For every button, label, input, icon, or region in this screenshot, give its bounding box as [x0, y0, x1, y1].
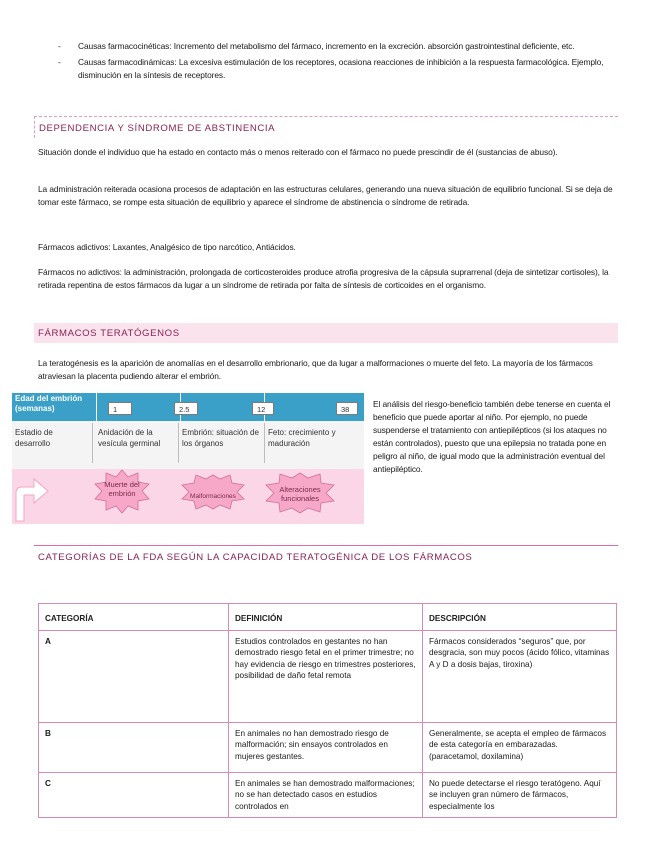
- header-definicion: DEFINICIÓN: [229, 604, 423, 631]
- list-item: [58, 56, 618, 82]
- section-heading-dependencia: DEPENDENCIA Y SÍNDROME DE ABSTINENCIA: [34, 116, 618, 138]
- stage-anidacion: Anidación de la vesícula germinal: [98, 428, 161, 448]
- category-cell: B: [39, 722, 229, 772]
- stage-feto: Feto: crecimiento y maduración: [268, 428, 336, 448]
- definition-cell: En animales se han demostrado malformaciones; no se han detectado casos en estudios controlados en: [229, 772, 423, 818]
- definition-cell: En animales no han demostrado riesgo de malformación; sin ensayos controlados en mujeres gestantes.: [229, 722, 423, 772]
- list-dash: -: [58, 41, 61, 51]
- effect-muerte: Muerte del embrión: [104, 480, 140, 498]
- stage-divider: [178, 423, 179, 463]
- week-box-2: 2.5: [174, 402, 198, 415]
- header-categoria: CATEGORÍA: [39, 604, 229, 631]
- paragraph-dependencia-3: Fármacos adictivos: Laxantes, Analgésico de tipo narcótico, Antiácidos.: [38, 242, 296, 252]
- table-row: [39, 772, 617, 818]
- definition-cell: Estudios controlados en gestantes no han demostrado riesgo fetal en el primer trimestre; no hay evidencia de riesgo en trimestres posteriores, posibilidad de daño fetal remota: [229, 630, 423, 722]
- fda-category-table: [38, 603, 617, 818]
- list-dash: -: [58, 57, 61, 67]
- description-cell: No puede detectarse el riesgo teratógeno. Aquí se incluyen gran número de fármacos, especialmente los: [423, 772, 617, 818]
- stage-embrion: Embrión: situación de los órganos: [182, 428, 259, 448]
- timeline-row-label: Edad del embrión (semanas): [15, 394, 83, 413]
- week-box-4: 38: [336, 402, 358, 415]
- table-header-row: [39, 604, 617, 631]
- embryo-timeline-figure: [12, 393, 364, 524]
- list-item-text: Causas farmacocinéticas: Incremento del metabolismo del fármaco, incremento en la excreción. absorción gastrointestinal deficiente, etc.: [78, 41, 575, 51]
- paragraph-dependencia-1: Situación donde el individuo que ha estado en contacto más o menos reiterado con el fármaco no puede prescindir de él (sustancias de abuso).: [38, 147, 558, 157]
- list-item: [58, 40, 618, 53]
- week-box-1: 1: [108, 402, 132, 415]
- list-item-text: Causas farmacodinámicas: La excesiva estimulación de los receptores, ocasiona reacciones de inhibición a la respuesta farmacológica. Ejemplo, disminución en la síntesis de receptores.: [78, 57, 604, 80]
- timeline-divider: [96, 393, 97, 421]
- description-cell: Generalmente, se acepta el empleo de fármacos de esta categoría en embarazadas. (paracetamol, doxilamina): [423, 722, 617, 772]
- table-row: [39, 630, 617, 722]
- section-heading-teratogenos: FÁRMACOS TERATÓGENOS: [34, 323, 618, 343]
- effect-alteraciones: Alteraciones funcionales: [279, 485, 321, 503]
- paragraph-dependencia-2: La administración reiterada ocasiona procesos de adaptación en las estructuras celulares, generando una nueva situación de equilibrio funcional. Si se deja de tomar este fármaco, se rompe esta situación de equilibrio y aparece el síndrome de abstinencia o síndrome de retirada.: [38, 184, 613, 207]
- stage-divider: [92, 423, 93, 463]
- table-row: [39, 722, 617, 772]
- stage-row-label: Estadio de desarrollo: [15, 428, 53, 448]
- section-heading-fda: CATEGORÍAS DE LA FDA SEGÚN LA CAPACIDAD TERATOGÉNICA DE LOS FÁRMACOS: [34, 545, 618, 567]
- header-descripcion: DESCRIPCIÓN: [423, 604, 617, 631]
- stage-divider: [264, 423, 265, 463]
- paragraph-dependencia-4: Fármacos no adictivos: la administración, prolongada de corticosteroides produce atrofia progresiva de la cápsula suprarrenal (deja de sintetizar cortisoles), la retirada repentina de estos fármacos da lugar a un síndrome de retirada por falta de síntesis de corticoides en el organismo.: [38, 267, 609, 290]
- category-cell: C: [39, 772, 229, 818]
- description-cell: Fármacos considerados “seguros” que, por desgracia, son muy pocos (ácido fólico, vitaminas A y D a dosis bajas, tiroxina): [423, 630, 617, 722]
- cause-list: [58, 40, 618, 85]
- week-box-3: 12: [252, 402, 274, 415]
- category-cell: A: [39, 630, 229, 722]
- turn-arrow-icon: [16, 479, 48, 521]
- effect-malformaciones: Malformaciones: [190, 493, 236, 500]
- risk-benefit-paragraph: El análisis del riesgo-beneficio también debe tenerse en cuenta el beneficio que puede aportar al niño. Por ejemplo, no puede suspenderse el tratamiento con antiepilépticos (si los ataques no están controlados), puesto que una epilepsia no tratada pone en peligro al niño, de igual modo que la administración eventual del antiepiléptico.: [373, 399, 611, 474]
- paragraph-teratogenesis: La teratogénesis es la aparición de anomalías en el desarrollo embrionario, que da lugar a malformaciones o muerte del feto. La mayoría de los fármacos atraviesan la placenta pudiendo alterar el embrión.: [38, 358, 593, 381]
